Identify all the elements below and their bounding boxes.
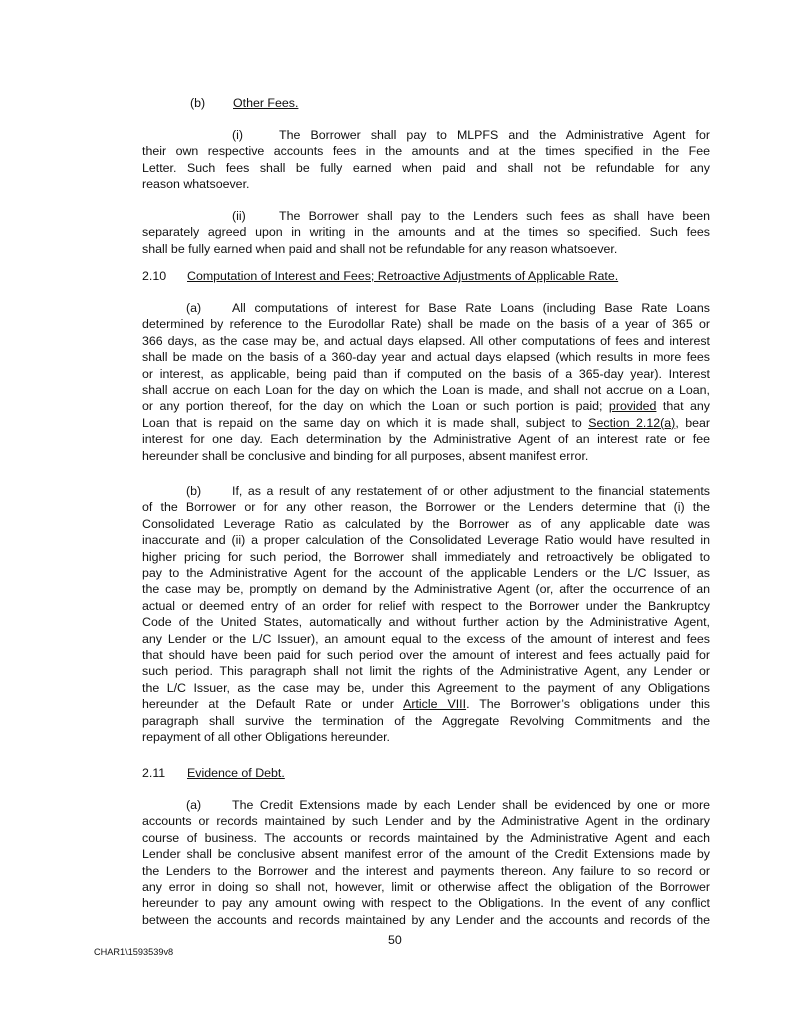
paragraph-lead: (a) (186, 798, 202, 812)
line-text: The Borrower shall pay to the Lenders such fees as shall have been (279, 209, 710, 223)
line-text: , bear (675, 415, 711, 430)
article-viii-link[interactable]: Article VIII (403, 697, 467, 712)
section-2-12-a-link[interactable]: Section 2.12(a) (588, 415, 676, 430)
paragraph-line: determined by reference to the Eurodollar Rate) shall be made on the basis of a year of 365 or (142, 317, 710, 332)
section-title: Evidence of Debt. (187, 766, 285, 780)
line-text: Loan that is repaid on the same day on which it is made shall, subject to (142, 415, 589, 430)
subsection-b-heading (190, 95, 298, 111)
paragraph-line: that should have been paid for such period over the amount of interest and fees actually paid for (142, 648, 710, 663)
paragraph-line: the case may be, promptly on demand by the Administrative Agent (or, after the occurrence of an (142, 582, 710, 597)
paragraph-line: the Lenders to the Borrower and the interest and payments thereon. Any failure to so record or (142, 863, 710, 878)
paragraph-lead: (a) (186, 301, 202, 315)
paragraph-line (232, 208, 710, 224)
page-number: 50 (388, 933, 402, 947)
paragraph-line: Letter. Such fees shall be fully earned when paid and shall not be refundable for any (142, 160, 710, 175)
section-2-11-heading (142, 765, 285, 781)
paragraph-2-11-a-cont (142, 813, 710, 928)
paragraph-line: higher pricing for such period, the Borrower shall immediately and retroactively be obligated to (142, 549, 710, 564)
paragraph-line: any Lender or the L/C Issuer), an amount equal to the excess of the amount of interest and fees (142, 631, 710, 646)
paragraph-line: Code of the United States, automatically and without further action by the Administrative Agent, (142, 615, 710, 630)
paragraph-line: shall accrue on each Loan for the day on which the Loan is made, and shall not accrue on a Loan, (142, 383, 710, 398)
paragraph-line: separately agreed upon in writing in the amounts and at the times so specified. Such fees (142, 225, 710, 240)
line-text: or any portion thereof, for the day on which the Loan or such portion is paid; (142, 399, 609, 414)
line-text: All computations of interest for Base Rate Loans (including Base Rate Loans (232, 301, 710, 315)
paragraph-line: 366 days, as the case may be, and actual days elapsed. All other computations of fees and interest (142, 333, 710, 348)
paragraph-2-10-b-cont (142, 499, 710, 745)
paragraph-line: hereunder shall be conclusive and binding for all purposes, absent manifest error. (142, 448, 589, 463)
paragraph-2-10-a (186, 300, 710, 316)
paragraph-line: actual or deemed entry of an order for relief with respect to the Borrower under the Bankruptcy (142, 598, 710, 613)
paragraph-line: their own respective accounts fees in the amounts and at the times specified in the Fee (142, 144, 710, 159)
line-text: . The Borrower’s obligations under this (466, 697, 710, 712)
section-2-10-heading (142, 268, 618, 284)
section-title: Computation of Interest and Fees; Retroactive Adjustments of Applicable Rate. (187, 269, 619, 283)
paragraph-line: or interest, as applicable, being paid than if computed on the basis of a 365-day year). Interest (142, 366, 710, 381)
paragraph-line (186, 300, 710, 316)
paragraph-2-10-a-cont (142, 316, 710, 464)
paragraph-line: Consolidated Leverage Ratio as calculated by the Borrower as of any applicable date was (142, 516, 710, 531)
paragraph-b-i-cont (142, 143, 710, 192)
paragraph-line: Lender shall be conclusive absent manifest error of the amount of the Credit Extensions made by (142, 847, 710, 862)
line-text: The Credit Extensions made by each Lender shall be evidenced by one or more (232, 798, 710, 812)
paragraph-line (142, 398, 710, 414)
subsection-title: Other Fees. (233, 96, 299, 110)
paragraph-b-ii (232, 208, 710, 224)
paragraph-line (142, 696, 710, 712)
paragraph-2-10-b (186, 483, 710, 499)
paragraph-b-ii-cont (142, 224, 710, 257)
section-number: 2.11 (142, 766, 166, 780)
paragraph-lead: (ii) (232, 209, 246, 223)
paragraph-lead: (b) (186, 484, 202, 498)
paragraph-line (187, 127, 710, 143)
line-text: If, as a result of any restatement of or other adjustment to the financial statements (232, 484, 710, 498)
paragraph-line: hereunder to pay any amount owing with respect to the Obligations. In the event of any conflict (142, 896, 710, 911)
paragraph-line: course of business. The accounts or records maintained by the Administrative Agent and each (142, 830, 710, 845)
paragraph-line: of the Borrower or for any other reason, the Borrower or the Lenders determine that (i) the (142, 500, 710, 515)
paragraph-line: repayment of all other Obligations hereunder. (142, 730, 390, 745)
paragraph-line: reason whatsoever. (142, 177, 250, 192)
paragraph-line: shall be fully earned when paid and shall not be refundable for any reason whatsoever. (142, 241, 618, 256)
paragraph-line: between the accounts and records maintained by any Lender and the accounts and records of the (142, 912, 710, 927)
paragraph-line: the L/C Issuer, as the case may be, under this Agreement to the payment of any Obligations (142, 680, 710, 695)
paragraph-line (142, 415, 710, 431)
paragraph-line: pay to the Administrative Agent for the account of the applicable Lenders or the L/C Issuer, as (142, 566, 710, 581)
document-id: CHAR1\1593539v8 (94, 947, 174, 957)
paragraph-line (186, 483, 710, 499)
line-text: hereunder at the Default Rate or under (142, 697, 404, 712)
paragraph-b-i (187, 127, 710, 143)
paragraph-line: inaccurate and (ii) a proper calculation of the Consolidated Leverage Ratio would have resulted in (142, 533, 710, 548)
line-text: that any (656, 399, 710, 414)
paragraph-lead: (i) (232, 128, 244, 142)
paragraph-line: any error in doing so shall not, however, limit or otherwise affect the obligation of the Borrower (142, 880, 710, 895)
paragraph-line: paragraph shall survive the termination of the Aggregate Revolving Commitments and the (142, 713, 710, 728)
line-text: The Borrower shall pay to MLPFS and the Administrative Agent for (279, 128, 710, 142)
paragraph-line: shall be made on the basis of a 360-day year and actual days elapsed (which results in more fees (142, 350, 710, 365)
paragraph-2-11-a (186, 797, 710, 813)
paragraph-line: interest for one day. Each determination by the Administrative Agent of an interest rate or fee (142, 432, 710, 447)
paragraph-line: such period. This paragraph shall not limit the rights of the Administrative Agent, any Lender or (142, 664, 710, 679)
provided-term: provided (608, 399, 657, 414)
subsection-label: (b) (190, 96, 206, 110)
paragraph-line: accounts or records maintained by such Lender and by the Administrative Agent in the ordinary (142, 814, 710, 829)
section-number: 2.10 (142, 269, 167, 283)
paragraph-line (186, 797, 710, 813)
